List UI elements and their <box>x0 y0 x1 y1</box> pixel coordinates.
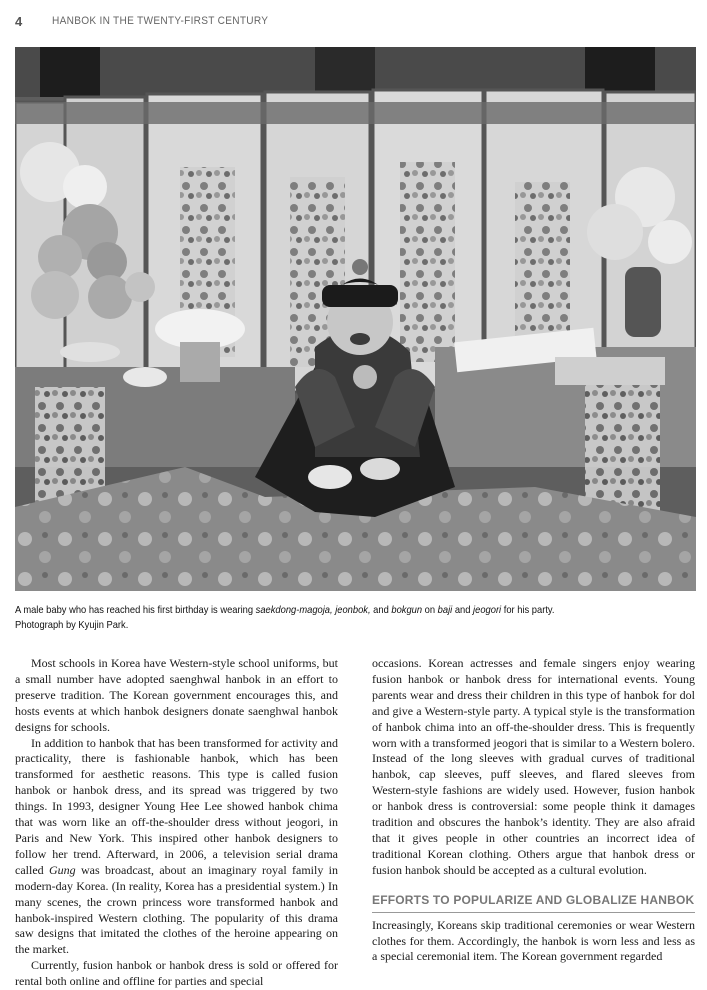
paragraph: Most schools in Korea have Western-style school uniforms, but a small number have adopted saenghwal hanbok in an effort to preserve tradition. The Korean government encourages this, and hosts events at which hanbok designers donate saenghwal hanbok designs for schools. <box>15 656 338 734</box>
left-column <box>15 656 338 990</box>
caption-term: bokgun <box>391 605 423 616</box>
section-heading: EFFORTS TO POPULARIZE AND GLOBALIZE HANBOK <box>372 893 695 913</box>
running-head: HANBOK IN THE TWENTY-FIRST CENTURY <box>52 15 269 27</box>
page-header <box>15 12 287 30</box>
caption-term: jeogori <box>473 605 502 616</box>
photo-caption <box>15 603 695 633</box>
paragraph: In addition to hanbok that has been transformed for activity and practicality, there is fashionable hanbok, which has been transformed for aesthetic reasons. This type is called fusion hanbok or hanbok dress, and its spread was triggered by two things. In 1993, designer Young Hee Lee showed hanbok chima that was worn like an off-the-shoulder dress without jeogori, in Paris and New York. This inspired other hanbok designers to follow her trend. Afterward, in 2006, a television serial drama called Gung was broadcast, about an imaginary royal family in modern-day Korea. (In reality, Korea has a presidential system.) In many scenes, the crown princess wore transformed hanbok and hanbok-inspired Western clothing. The popularity of this drama saw designs that imitated the clothes of the heroine appearing on the market. <box>15 735 338 957</box>
page-number: 4 <box>15 13 23 29</box>
caption-term: saekdong-magoja, jeonbok, <box>255 605 371 616</box>
right-column <box>372 656 695 965</box>
caption-credit: Photograph by Kyujin Park. <box>15 620 129 631</box>
paragraph: occasions. Korean actresses and female singers enjoy wearing fusion hanbok or hanbok dress for international events. Young parents wear and dress their children in this type of hanbok for dol and give a Western-style party. A typical style is the transformation of hanbok chima into an off-the-shoulder dress. This is frequently worn with a transformed jeogori that is similar to a Western bolero. Instead of the long sleeves with gradual curves of traditional hanbok, cap sleeves, puff sleeves, and flared sleeves from Western-style fashions are widely used. However, fusion hanbok or hanbok dress is controversial: some people think it damages tradition and obscures the hanbok’s identity. They are also afraid that it gives people in other countries an incorrect idea of traditional Korean clothing. Others argue that hanbok dress or fusion hanbok should be accepted as a cultural evolution. <box>372 656 695 877</box>
first-birthday-photo <box>15 47 696 591</box>
caption-term: baji <box>437 605 453 616</box>
paragraph: Increasingly, Koreans skip traditional ceremonies or wear Western clothes for them. Accordingly, the hanbok is worn less and less as a special ceremonial item. The Korean government regarded <box>372 917 695 964</box>
paragraph: Currently, fusion hanbok or hanbok dress is sold or offered for rental both online and offline for parties and special <box>15 958 338 989</box>
caption-line-1: A male baby who has reached his first birthday is wearing saekdong-magoja, jeonbok, and bokgun on baji and jeogori for his party. <box>15 605 555 616</box>
drama-title: Gung <box>49 862 76 877</box>
photo-illustration <box>15 47 696 591</box>
